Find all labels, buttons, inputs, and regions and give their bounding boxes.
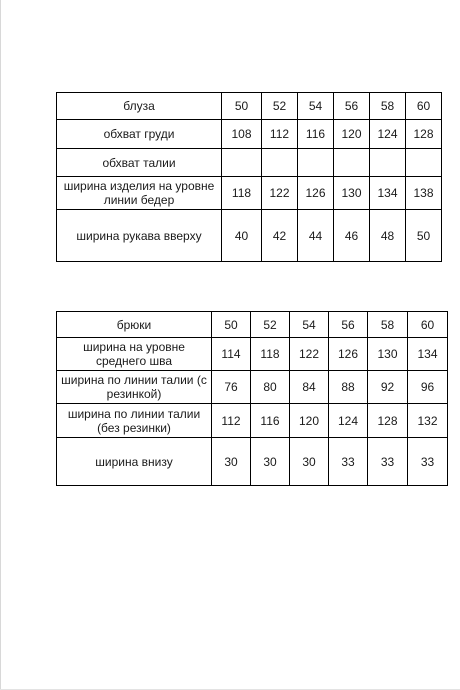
table-cell: 130 xyxy=(368,338,408,371)
table-cell: 80 xyxy=(251,371,290,404)
table-cell: 33 xyxy=(368,438,408,486)
row-label: ширина внизу xyxy=(57,438,212,486)
header-cell: 54 xyxy=(298,93,334,120)
table-cell: 118 xyxy=(222,177,262,210)
table-cell: 116 xyxy=(251,404,290,438)
table-row xyxy=(57,404,448,438)
table-cell: 33 xyxy=(408,438,448,486)
table-cell: 44 xyxy=(298,210,334,262)
table-cell: 92 xyxy=(368,371,408,404)
row-label: обхват груди xyxy=(57,120,222,149)
table-cell: 114 xyxy=(212,338,251,371)
header-cell: брюки xyxy=(57,312,212,338)
header-cell: 56 xyxy=(334,93,370,120)
header-cell: 58 xyxy=(370,93,406,120)
table-cell: 120 xyxy=(334,120,370,149)
page-left-edge xyxy=(0,0,1,690)
table-cell: 132 xyxy=(408,404,448,438)
table-row xyxy=(57,177,442,210)
table-cell: 76 xyxy=(212,371,251,404)
header-cell: 58 xyxy=(368,312,408,338)
table-cell: 138 xyxy=(406,177,442,210)
table-header-row xyxy=(57,312,448,338)
blouse-size-table xyxy=(56,92,442,262)
table-cell xyxy=(406,149,442,177)
table-header-row xyxy=(57,93,442,120)
table-cell: 50 xyxy=(406,210,442,262)
pants-size-table xyxy=(56,311,448,486)
header-cell: блуза xyxy=(57,93,222,120)
table-row xyxy=(57,338,448,371)
table-cell: 108 xyxy=(222,120,262,149)
table-cell: 120 xyxy=(290,404,329,438)
table-cell: 88 xyxy=(329,371,368,404)
header-cell: 50 xyxy=(222,93,262,120)
table-cell: 128 xyxy=(368,404,408,438)
table-cell: 134 xyxy=(370,177,406,210)
table-cell: 126 xyxy=(298,177,334,210)
row-label: ширина по линии талии (без резинки) xyxy=(57,404,212,438)
table-cell: 134 xyxy=(408,338,448,371)
row-label: ширина по линии талии (с резинкой) xyxy=(57,371,212,404)
header-cell: 60 xyxy=(406,93,442,120)
row-label: ширина рукава вверху xyxy=(57,210,222,262)
table-cell: 42 xyxy=(262,210,298,262)
table-row xyxy=(57,149,442,177)
table-cell: 124 xyxy=(329,404,368,438)
table-cell: 122 xyxy=(290,338,329,371)
table-cell: 30 xyxy=(212,438,251,486)
header-cell: 56 xyxy=(329,312,368,338)
table-cell: 30 xyxy=(290,438,329,486)
table-cell: 96 xyxy=(408,371,448,404)
row-label: обхват талии xyxy=(57,149,222,177)
table-cell: 122 xyxy=(262,177,298,210)
header-cell: 52 xyxy=(262,93,298,120)
table-cell: 128 xyxy=(406,120,442,149)
header-cell: 52 xyxy=(251,312,290,338)
table-row xyxy=(57,371,448,404)
table-row xyxy=(57,120,442,149)
table-cell xyxy=(298,149,334,177)
table-cell xyxy=(222,149,262,177)
table-cell: 112 xyxy=(212,404,251,438)
table-cell: 33 xyxy=(329,438,368,486)
header-cell: 50 xyxy=(212,312,251,338)
table-cell: 118 xyxy=(251,338,290,371)
table-cell: 124 xyxy=(370,120,406,149)
table-cell: 126 xyxy=(329,338,368,371)
row-label: ширина на уровне среднего шва xyxy=(57,338,212,371)
table-cell: 116 xyxy=(298,120,334,149)
table-cell: 130 xyxy=(334,177,370,210)
table-cell: 48 xyxy=(370,210,406,262)
table-row xyxy=(57,438,448,486)
table-cell: 40 xyxy=(222,210,262,262)
table-cell xyxy=(370,149,406,177)
table-cell xyxy=(334,149,370,177)
table-cell: 30 xyxy=(251,438,290,486)
header-cell: 60 xyxy=(408,312,448,338)
table-row xyxy=(57,210,442,262)
row-label: ширина изделия на уровне линии бедер xyxy=(57,177,222,210)
table-cell: 112 xyxy=(262,120,298,149)
table-cell: 84 xyxy=(290,371,329,404)
table-cell xyxy=(262,149,298,177)
table-cell: 46 xyxy=(334,210,370,262)
header-cell: 54 xyxy=(290,312,329,338)
